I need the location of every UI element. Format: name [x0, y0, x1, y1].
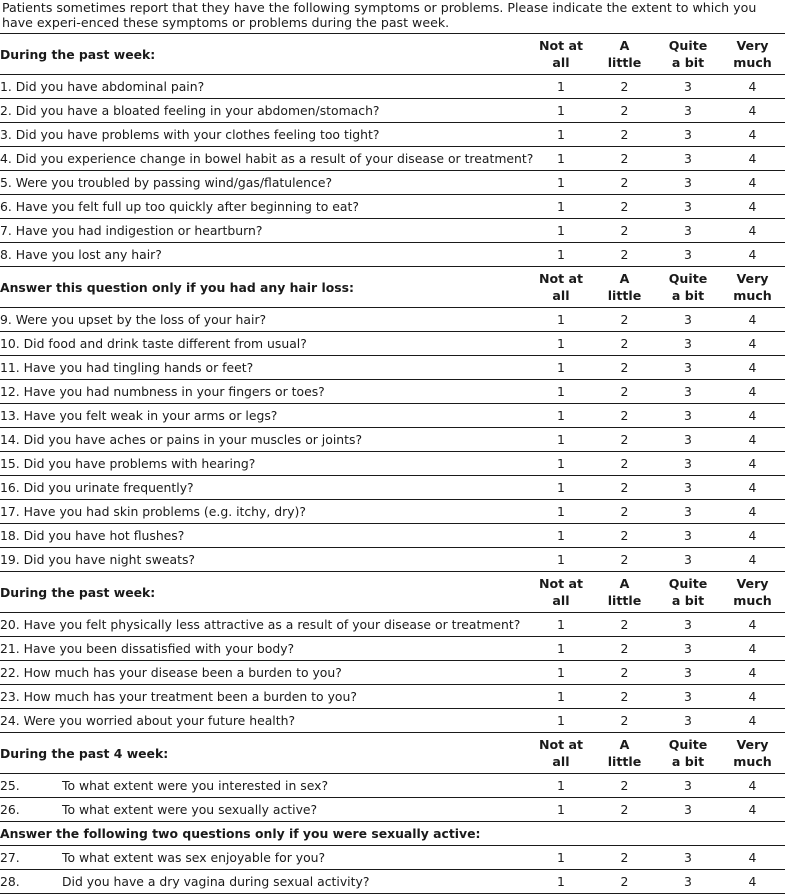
response-option-quite-a-bit[interactable]: 3 — [656, 637, 720, 661]
question-row — [0, 428, 785, 452]
response-option-quite-a-bit[interactable]: 3 — [656, 500, 720, 524]
question-row — [0, 774, 785, 798]
response-option-very-much[interactable]: 4 — [720, 380, 785, 404]
response-option-very-much[interactable]: 4 — [720, 171, 785, 195]
response-option-very-much[interactable]: 4 — [720, 709, 785, 733]
response-option-not-at-all[interactable]: 1 — [529, 99, 593, 123]
response-option-quite-a-bit[interactable]: 3 — [656, 548, 720, 572]
response-option-not-at-all[interactable]: 1 — [529, 500, 593, 524]
question-row — [0, 147, 785, 171]
response-option-a-little[interactable]: 2 — [593, 123, 656, 147]
response-option-very-much[interactable]: 4 — [720, 243, 785, 267]
question-row — [0, 548, 785, 572]
questionnaire-body — [0, 34, 785, 894]
question-text: 12. Have you had numbness in your fingers or toes? — [0, 380, 529, 404]
question-row — [0, 404, 785, 428]
question-text: 11. Have you had tingling hands or feet? — [0, 356, 529, 380]
response-option-not-at-all[interactable]: 1 — [529, 774, 593, 798]
response-option-quite-a-bit[interactable]: 3 — [656, 147, 720, 171]
question-text: 19. Did you have night sweats? — [0, 548, 529, 572]
symptom-questionnaire-table — [0, 33, 785, 894]
question-text: 15. Did you have problems with hearing? — [0, 452, 529, 476]
response-option-very-much[interactable]: 4 — [720, 452, 785, 476]
response-option-very-much[interactable]: 4 — [720, 661, 785, 685]
response-option-very-much[interactable]: 4 — [720, 613, 785, 637]
response-option-a-little[interactable]: 2 — [593, 452, 656, 476]
response-option-a-little[interactable]: 2 — [593, 548, 656, 572]
response-option-quite-a-bit[interactable]: 3 — [656, 613, 720, 637]
question-row — [0, 99, 785, 123]
response-option-a-little[interactable]: 2 — [593, 870, 656, 894]
response-option-very-much[interactable]: 4 — [720, 524, 785, 548]
response-option-very-much[interactable]: 4 — [720, 476, 785, 500]
response-option-a-little[interactable]: 2 — [593, 99, 656, 123]
response-option-very-much[interactable]: 4 — [720, 548, 785, 572]
scale-label-very-much: Very much — [720, 733, 785, 774]
response-option-a-little[interactable]: 2 — [593, 685, 656, 709]
scale-label-not-at-all: Not at all — [529, 34, 593, 75]
response-option-not-at-all[interactable]: 1 — [529, 685, 593, 709]
question-row — [0, 476, 785, 500]
response-option-a-little[interactable]: 2 — [593, 195, 656, 219]
question-text: 2. Did you have a bloated feeling in your abdomen/stomach? — [0, 99, 529, 123]
response-option-a-little[interactable]: 2 — [593, 147, 656, 171]
question-row — [0, 452, 785, 476]
response-option-not-at-all[interactable]: 1 — [529, 661, 593, 685]
question-label: Did you have a dry vagina during sexual activity? — [62, 874, 370, 889]
response-option-very-much[interactable]: 4 — [720, 404, 785, 428]
response-option-not-at-all[interactable]: 1 — [529, 195, 593, 219]
response-option-quite-a-bit[interactable]: 3 — [656, 219, 720, 243]
question-text: 9. Were you upset by the loss of your hair? — [0, 308, 529, 332]
question-row — [0, 661, 785, 685]
response-option-quite-a-bit[interactable]: 3 — [656, 870, 720, 894]
response-option-not-at-all[interactable]: 1 — [529, 870, 593, 894]
response-option-a-little[interactable]: 2 — [593, 75, 656, 99]
question-row — [0, 123, 785, 147]
response-option-very-much[interactable]: 4 — [720, 500, 785, 524]
scale-label-not-at-all: Not at all — [529, 733, 593, 774]
response-option-quite-a-bit[interactable]: 3 — [656, 524, 720, 548]
conditional-note: Answer the following two questions only if you were sexually active: — [0, 822, 785, 846]
scale-label-quite-a-bit: Quite a bit — [656, 733, 720, 774]
response-option-very-much[interactable]: 4 — [720, 332, 785, 356]
response-option-very-much[interactable]: 4 — [720, 99, 785, 123]
response-option-not-at-all[interactable]: 1 — [529, 123, 593, 147]
response-option-not-at-all[interactable]: 1 — [529, 846, 593, 870]
response-option-a-little[interactable]: 2 — [593, 380, 656, 404]
response-option-a-little[interactable]: 2 — [593, 243, 656, 267]
section-heading: During the past week: — [0, 572, 529, 613]
response-option-not-at-all[interactable]: 1 — [529, 380, 593, 404]
scale-label-very-much: Very much — [720, 572, 785, 613]
scale-label-quite-a-bit: Quite a bit — [656, 34, 720, 75]
section-header-row — [0, 733, 785, 774]
response-option-quite-a-bit[interactable]: 3 — [656, 661, 720, 685]
question-row — [0, 798, 785, 822]
response-option-not-at-all[interactable]: 1 — [529, 147, 593, 171]
response-option-quite-a-bit[interactable]: 3 — [656, 356, 720, 380]
section-header-row — [0, 572, 785, 613]
response-option-a-little[interactable]: 2 — [593, 709, 656, 733]
response-option-not-at-all[interactable]: 1 — [529, 75, 593, 99]
question-row — [0, 195, 785, 219]
question-text: 21. Have you been dissatisfied with your body? — [0, 637, 529, 661]
response-option-quite-a-bit[interactable]: 3 — [656, 171, 720, 195]
question-number: 27. — [0, 850, 20, 865]
response-option-quite-a-bit[interactable]: 3 — [656, 404, 720, 428]
scale-label-a-little: A little — [593, 733, 656, 774]
response-option-very-much[interactable]: 4 — [720, 870, 785, 894]
response-option-very-much[interactable]: 4 — [720, 308, 785, 332]
response-option-not-at-all[interactable]: 1 — [529, 452, 593, 476]
question-text: 1. Did you have abdominal pain? — [0, 75, 529, 99]
response-option-quite-a-bit[interactable]: 3 — [656, 380, 720, 404]
response-option-a-little[interactable]: 2 — [593, 613, 656, 637]
response-option-very-much[interactable]: 4 — [720, 123, 785, 147]
response-option-not-at-all[interactable]: 1 — [529, 171, 593, 195]
response-option-quite-a-bit[interactable]: 3 — [656, 428, 720, 452]
question-text: 14. Did you have aches or pains in your muscles or joints? — [0, 428, 529, 452]
question-text: 13. Have you felt weak in your arms or legs? — [0, 404, 529, 428]
response-option-very-much[interactable]: 4 — [720, 685, 785, 709]
response-option-very-much[interactable]: 4 — [720, 798, 785, 822]
response-option-not-at-all[interactable]: 1 — [529, 428, 593, 452]
question-row — [0, 524, 785, 548]
question-row — [0, 500, 785, 524]
response-option-a-little[interactable]: 2 — [593, 774, 656, 798]
response-option-not-at-all[interactable]: 1 — [529, 219, 593, 243]
response-option-quite-a-bit[interactable]: 3 — [656, 846, 720, 870]
response-option-a-little[interactable]: 2 — [593, 524, 656, 548]
response-option-not-at-all[interactable]: 1 — [529, 798, 593, 822]
response-option-very-much[interactable]: 4 — [720, 846, 785, 870]
section-header-row — [0, 34, 785, 75]
question-text: 17. Have you had skin problems (e.g. itchy, dry)? — [0, 500, 529, 524]
question-row — [0, 332, 785, 356]
question-number: 25. — [0, 778, 20, 793]
response-option-a-little[interactable]: 2 — [593, 798, 656, 822]
scale-label-very-much: Very much — [720, 267, 785, 308]
question-text: 4. Did you experience change in bowel habit as a result of your disease or treatment? — [0, 147, 529, 171]
response-option-very-much[interactable]: 4 — [720, 356, 785, 380]
scale-label-a-little: A little — [593, 267, 656, 308]
response-option-not-at-all[interactable]: 1 — [529, 243, 593, 267]
section-header-row — [0, 267, 785, 308]
scale-label-a-little: A little — [593, 34, 656, 75]
response-option-a-little[interactable]: 2 — [593, 219, 656, 243]
question-row — [0, 171, 785, 195]
conditional-note-row — [0, 822, 785, 846]
question-text — [0, 846, 529, 870]
response-option-quite-a-bit[interactable]: 3 — [656, 476, 720, 500]
response-option-quite-a-bit[interactable]: 3 — [656, 308, 720, 332]
question-text: 8. Have you lost any hair? — [0, 243, 529, 267]
response-option-quite-a-bit[interactable]: 3 — [656, 123, 720, 147]
section-heading: Answer this question only if you had any hair loss: — [0, 267, 529, 308]
response-option-a-little[interactable]: 2 — [593, 500, 656, 524]
scale-label-quite-a-bit: Quite a bit — [656, 572, 720, 613]
question-text: 5. Were you troubled by passing wind/gas/flatulence? — [0, 171, 529, 195]
question-text: 23. How much has your treatment been a burden to you? — [0, 685, 529, 709]
response-option-a-little[interactable]: 2 — [593, 428, 656, 452]
question-row — [0, 308, 785, 332]
response-option-not-at-all[interactable]: 1 — [529, 332, 593, 356]
response-option-very-much[interactable]: 4 — [720, 147, 785, 171]
question-text: 18. Did you have hot flushes? — [0, 524, 529, 548]
question-row — [0, 243, 785, 267]
response-option-not-at-all[interactable]: 1 — [529, 404, 593, 428]
question-text — [0, 798, 529, 822]
question-text: 24. Were you worried about your future health? — [0, 709, 529, 733]
response-option-not-at-all[interactable]: 1 — [529, 613, 593, 637]
response-option-not-at-all[interactable]: 1 — [529, 476, 593, 500]
question-text: 6. Have you felt full up too quickly after beginning to eat? — [0, 195, 529, 219]
response-option-not-at-all[interactable]: 1 — [529, 709, 593, 733]
question-text: 7. Have you had indigestion or heartburn? — [0, 219, 529, 243]
question-row — [0, 846, 785, 870]
response-option-not-at-all[interactable]: 1 — [529, 524, 593, 548]
question-text: 3. Did you have problems with your clothes feeling too tight? — [0, 123, 529, 147]
response-option-very-much[interactable]: 4 — [720, 637, 785, 661]
question-row — [0, 75, 785, 99]
scale-label-very-much: Very much — [720, 34, 785, 75]
response-option-a-little[interactable]: 2 — [593, 404, 656, 428]
question-label: To what extent were you sexually active? — [62, 802, 318, 817]
response-option-quite-a-bit[interactable]: 3 — [656, 709, 720, 733]
response-option-quite-a-bit[interactable]: 3 — [656, 332, 720, 356]
scale-label-not-at-all: Not at all — [529, 267, 593, 308]
question-text: 10. Did food and drink taste different from usual? — [0, 332, 529, 356]
response-option-quite-a-bit[interactable]: 3 — [656, 452, 720, 476]
question-row — [0, 613, 785, 637]
response-option-quite-a-bit[interactable]: 3 — [656, 99, 720, 123]
question-row — [0, 685, 785, 709]
response-option-very-much[interactable]: 4 — [720, 774, 785, 798]
response-option-quite-a-bit[interactable]: 3 — [656, 195, 720, 219]
question-number: 26. — [0, 802, 20, 817]
response-option-quite-a-bit[interactable]: 3 — [656, 774, 720, 798]
response-option-a-little[interactable]: 2 — [593, 637, 656, 661]
section-heading: During the past week: — [0, 34, 529, 75]
response-option-very-much[interactable]: 4 — [720, 195, 785, 219]
question-row — [0, 637, 785, 661]
question-number: 28. — [0, 874, 20, 889]
response-option-a-little[interactable]: 2 — [593, 356, 656, 380]
response-option-not-at-all[interactable]: 1 — [529, 548, 593, 572]
question-row — [0, 870, 785, 894]
question-label: To what extent were you interested in sex? — [62, 778, 329, 793]
question-row — [0, 356, 785, 380]
question-row — [0, 219, 785, 243]
question-text: 22. How much has your disease been a burden to you? — [0, 661, 529, 685]
response-option-not-at-all[interactable]: 1 — [529, 637, 593, 661]
response-option-a-little[interactable]: 2 — [593, 308, 656, 332]
response-option-a-little[interactable]: 2 — [593, 332, 656, 356]
response-option-very-much[interactable]: 4 — [720, 219, 785, 243]
response-option-a-little[interactable]: 2 — [593, 846, 656, 870]
scale-label-a-little: A little — [593, 572, 656, 613]
question-text — [0, 870, 529, 894]
question-row — [0, 380, 785, 404]
response-option-quite-a-bit[interactable]: 3 — [656, 75, 720, 99]
response-option-very-much[interactable]: 4 — [720, 75, 785, 99]
question-text: 16. Did you urinate frequently? — [0, 476, 529, 500]
response-option-a-little[interactable]: 2 — [593, 476, 656, 500]
response-option-quite-a-bit[interactable]: 3 — [656, 243, 720, 267]
scale-label-quite-a-bit: Quite a bit — [656, 267, 720, 308]
question-label: To what extent was sex enjoyable for you? — [62, 850, 326, 865]
response-option-very-much[interactable]: 4 — [720, 428, 785, 452]
section-heading: During the past 4 week: — [0, 733, 529, 774]
response-option-not-at-all[interactable]: 1 — [529, 308, 593, 332]
question-text — [0, 774, 529, 798]
response-option-quite-a-bit[interactable]: 3 — [656, 685, 720, 709]
response-option-a-little[interactable]: 2 — [593, 661, 656, 685]
response-option-quite-a-bit[interactable]: 3 — [656, 798, 720, 822]
scale-label-not-at-all: Not at all — [529, 572, 593, 613]
question-row — [0, 709, 785, 733]
instructions-text: Patients sometimes report that they have the following symptoms or problems. Please indicate the extent to which you have experi-enced these symptoms or problems during the past week. — [2, 0, 757, 30]
question-text: 20. Have you felt physically less attractive as a result of your disease or treatment? — [0, 613, 529, 637]
response-option-a-little[interactable]: 2 — [593, 171, 656, 195]
response-option-not-at-all[interactable]: 1 — [529, 356, 593, 380]
